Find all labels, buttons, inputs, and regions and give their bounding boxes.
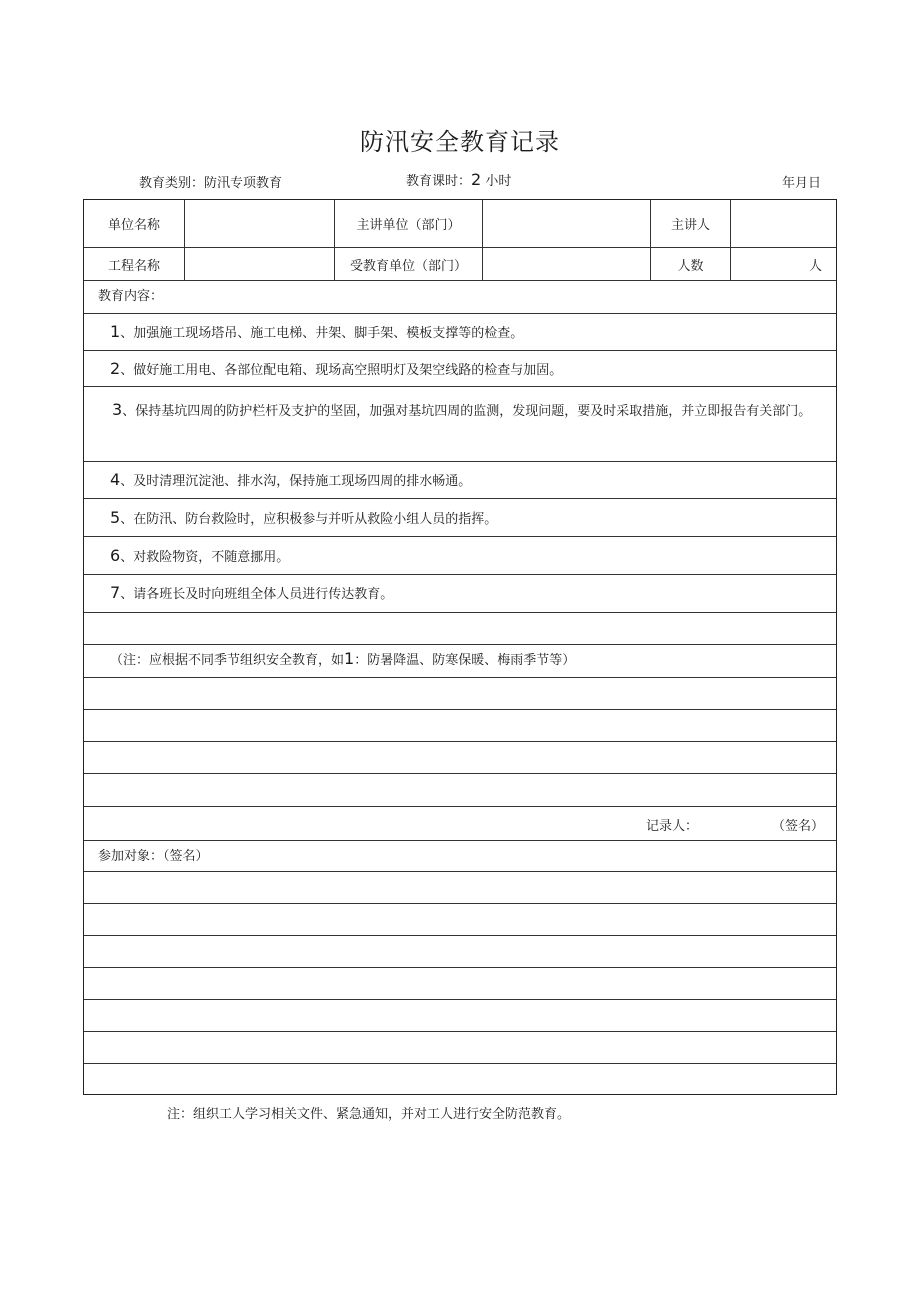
trainee-unit-label: 受教育单位（部门）	[334, 248, 482, 280]
info-row-unit	[84, 200, 836, 248]
blank-row[interactable]	[84, 742, 836, 774]
content-heading: 教育内容：	[98, 289, 164, 304]
hours-unit: 小时	[485, 174, 512, 189]
blank-row[interactable]	[84, 678, 836, 710]
season-note: （注：应根据不同季节组织安全教育，如1：防暑降温、防寒保暖、梅雨季节等）	[110, 649, 576, 668]
page-title: 防汛安全教育记录	[360, 128, 560, 156]
signature-row[interactable]	[84, 968, 836, 1000]
content-item	[84, 387, 836, 462]
signature-row[interactable]	[84, 1032, 836, 1064]
lecturer-label: 主讲人	[650, 200, 730, 247]
category-label: 教育类别：	[139, 176, 205, 191]
hours-value: 2	[471, 170, 482, 189]
headcount-unit: 人	[808, 258, 822, 274]
content-item	[84, 351, 836, 387]
category-value: 防汛专项教育	[204, 176, 283, 191]
education-hours	[406, 170, 511, 189]
blank-row[interactable]	[84, 613, 836, 645]
education-category	[139, 172, 282, 191]
content-item	[84, 575, 836, 613]
blank-row[interactable]	[84, 774, 836, 807]
content-heading-row	[84, 281, 836, 314]
content-item	[84, 537, 836, 575]
participants-row	[84, 841, 836, 872]
content-item-text: 7、请各班长及时向班组全体人员进行传达教育。	[110, 583, 394, 602]
recorder-label: 记录人：	[646, 819, 699, 834]
lecturer-unit-label: 主讲单位（部门）	[334, 200, 482, 247]
headcount-label: 人数	[650, 248, 730, 280]
lecturer-field[interactable]	[730, 200, 836, 247]
content-item-text: 2、做好施工用电、各部位配电箱、现场高空照明灯及架空线路的检查与加固。	[110, 359, 563, 378]
content-item	[84, 314, 836, 351]
content-item	[84, 462, 836, 499]
content-item-text: 3、保持基坑四周的防护栏杆及支护的坚固，加强对基坑四周的监测，发现问题，要及时采取措施，并立即报告有关部门。	[112, 400, 812, 419]
hours-label: 教育课时：	[406, 174, 472, 189]
content-item	[84, 499, 836, 537]
info-row-project	[84, 248, 836, 281]
unit-name-label: 单位名称	[107, 218, 160, 233]
unit-name-field[interactable]	[184, 200, 334, 247]
headcount-field[interactable]	[730, 248, 836, 280]
trainee-unit-field[interactable]	[482, 248, 650, 280]
lecturer-unit-field[interactable]	[482, 200, 650, 247]
blank-row[interactable]	[84, 710, 836, 742]
recorder-signature[interactable]: （签名）	[772, 819, 825, 834]
signature-row[interactable]	[84, 936, 836, 968]
content-item-text: 1、加强施工现场塔吊、施工电梯、井架、脚手架、模板支撑等的检查。	[110, 322, 524, 341]
content-item-text: 4、及时清理沉淀池、排水沟，保持施工现场四周的排水畅通。	[110, 470, 472, 489]
date-field: 年月日	[782, 176, 822, 191]
recorder-row	[84, 807, 836, 841]
signature-row[interactable]	[84, 1000, 836, 1032]
season-note-row	[84, 645, 836, 678]
project-name-field[interactable]	[184, 248, 334, 280]
footnote: 注：组织工人学习相关文件、紧急通知，并对工人进行安全防范教育。	[167, 1107, 571, 1122]
content-item-text: 5、在防汛、防台救险时，应积极参与并听从救险小组人员的指挥。	[110, 508, 498, 527]
content-item-text: 6、对救险物资，不随意挪用。	[110, 546, 290, 565]
signature-row[interactable]	[84, 904, 836, 936]
project-name-label: 工程名称	[107, 258, 160, 274]
signature-row[interactable]	[84, 872, 836, 904]
participants-label: 参加对象：（签名）	[98, 849, 209, 864]
signature-row[interactable]	[84, 1064, 836, 1094]
education-record-form	[83, 199, 837, 1095]
